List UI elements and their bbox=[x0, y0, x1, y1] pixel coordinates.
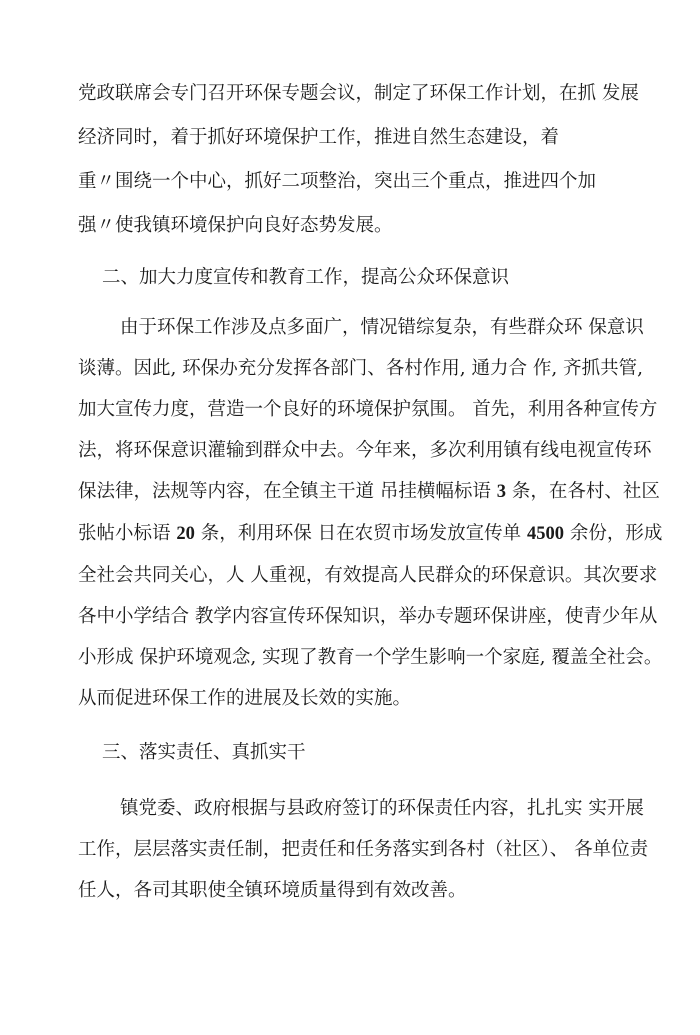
line-segment: 张帖小标语 bbox=[78, 523, 177, 544]
bold-number: 20 bbox=[176, 524, 195, 544]
text-line: 任人，各司其职使全镇环境质量得到有效改善。 bbox=[78, 880, 467, 901]
line-segment: 条，利用环保 日在农贸市场发放宣传单 bbox=[194, 523, 528, 544]
text-line: 加大宣传力度，营造一个良好的环境保护氛围。 首先，利用各种宣传方 bbox=[78, 399, 658, 420]
text-line: 由于环保工作涉及点多面广，情况错综复杂，有些群众环 保意识 bbox=[120, 317, 644, 338]
text-line: 重〃围绕一个中心，抓好二项整治，突出三个重点，推进四个加 bbox=[78, 171, 597, 192]
text-line: 各中小学结合 教学内容宣传环保知识，举办专题环保讲座，使青少年从 bbox=[78, 606, 658, 627]
line-segment: 条，在各村、社区 bbox=[506, 481, 660, 502]
paragraph-publicity-education bbox=[78, 307, 663, 719]
bold-number: 3 bbox=[496, 482, 507, 502]
text-line bbox=[78, 513, 663, 555]
document-page bbox=[78, 72, 663, 911]
text-line: 法，将环保意识灌输到群众中去。今年来，多次利用镇有线电视宣传环 bbox=[78, 440, 652, 461]
text-line: 小形成 保护环境观念, 实现了教育一个学生影响一个家庭, 覆盖全社会。 bbox=[78, 647, 663, 668]
bold-number: 4500 bbox=[527, 524, 565, 544]
text-line: 强〃使我镇环境保护向良好态势发展。 bbox=[78, 215, 393, 236]
text-line: 经济同时，着于抓好环境保护工作，推进自然生态建设，着 bbox=[78, 127, 560, 148]
text-line: 工作，层层落实责任制，把责任和任务落实到各村（社区）、 各单位责 bbox=[78, 839, 649, 860]
text-line bbox=[78, 471, 660, 513]
text-line: 谈薄。因此, 环保办充分发挥各部门、各村作用, 通力合 作, 齐抓共管, bbox=[78, 358, 644, 379]
text-line: 镇党委、政府根据与县政府签订的环保责任内容，扎扎实 实开展 bbox=[120, 798, 644, 819]
text-line: 党政联席会专门召开环保专题会议，制定了环保工作计划，在抓 发展 bbox=[78, 83, 639, 104]
paragraph-responsibility bbox=[78, 788, 649, 911]
line-segment: 保法律，法规等内容，在全镇主干道 吊挂横幅标语 bbox=[78, 481, 497, 502]
section-heading-two: 二、加大力度宣传和教育工作，提高公众环保意识 bbox=[102, 267, 510, 288]
paragraph-continuation bbox=[78, 72, 639, 248]
text-line: 从而促进环保工作的进展及长效的实施。 bbox=[78, 688, 412, 709]
text-line: 全社会共同关心，人 人重视，有效提高人民群众的环保意识。其次要求 bbox=[78, 565, 658, 586]
section-heading-three: 三、落实责任、真抓实干 bbox=[102, 742, 306, 763]
line-segment: 余份，形成 bbox=[564, 523, 663, 544]
